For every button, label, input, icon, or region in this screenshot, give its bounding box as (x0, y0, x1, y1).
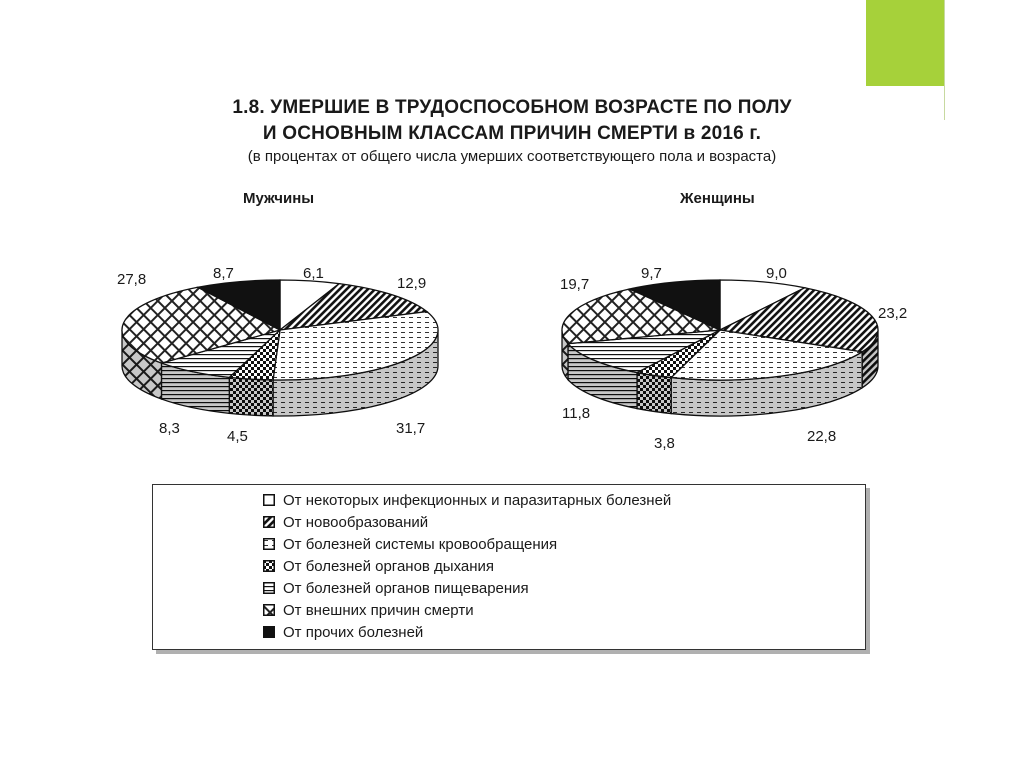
women-label-circulatory: 22,8 (807, 428, 837, 445)
chart-title-line2: И ОСНОВНЫМ КЛАССАМ ПРИЧИН СМЕРТИ в 2016 г. (262, 123, 762, 144)
women-label-neoplasms: 23,2 (878, 305, 908, 322)
legend-label-digestive: От болезней органов пищеварения (283, 579, 529, 597)
men-side-shade-respiratory (229, 377, 273, 416)
women-label-respiratory: 3,8 (654, 435, 675, 452)
men-label-external: 27,8 (117, 271, 147, 288)
legend-swatch-external (263, 604, 275, 616)
women-pie-title: Женщины (680, 190, 755, 207)
men-label-circulatory: 31,7 (396, 420, 426, 437)
legend-item-external (263, 599, 865, 621)
accent-block (866, 0, 944, 86)
legend-label-external: От внешних причин смерти (283, 601, 474, 619)
legend-label-respiratory: От болезней органов дыхания (283, 557, 495, 575)
chart-title-line1: 1.8. УМЕРШИЕ В ТРУДОСПОСОБНОМ ВОЗРАСТЕ ПО ПОЛУ (232, 97, 792, 118)
men-label-respiratory: 4,5 (227, 428, 248, 445)
chart-subtitle: (в процентах от общего числа умерших соответствующего пола и возраста) (247, 148, 777, 165)
men-label-infectious: 6,1 (303, 265, 324, 282)
legend-item-respiratory (263, 555, 865, 577)
legend-swatch-circulatory (263, 538, 275, 550)
legend-item-neoplasms (263, 511, 865, 533)
men-pie-title: Мужчины (243, 190, 315, 207)
legend-swatch-neoplasms (263, 516, 275, 528)
legend-swatch-other (263, 626, 275, 638)
legend-label-neoplasms: От новообразований (283, 513, 429, 531)
men-label-other: 8,7 (213, 265, 234, 282)
legend-item-digestive (263, 577, 865, 599)
legend-label-circulatory: От болезней системы кровообращения (283, 535, 558, 553)
legend-swatch-infectious (263, 494, 275, 506)
women-label-other: 9,7 (641, 265, 662, 282)
men-label-neoplasms: 12,9 (397, 275, 427, 292)
men-label-digestive: 8,3 (159, 420, 180, 437)
chart-legend (152, 484, 866, 650)
women-label-digestive: 11,8 (562, 405, 591, 422)
legend-swatch-digestive (263, 582, 275, 594)
women-side-shade-respiratory (637, 373, 671, 414)
legend-item-circulatory (263, 533, 865, 555)
women-label-external: 19,7 (560, 276, 590, 293)
women-label-infectious: 9,0 (766, 265, 787, 282)
legend-item-other (263, 621, 865, 643)
legend-swatch-respiratory (263, 560, 275, 572)
legend-label-infectious: От некоторых инфекционных и паразитарных болезней (283, 491, 672, 509)
legend-label-other: От прочих болезней (283, 623, 424, 641)
legend-item-infectious (263, 489, 865, 511)
